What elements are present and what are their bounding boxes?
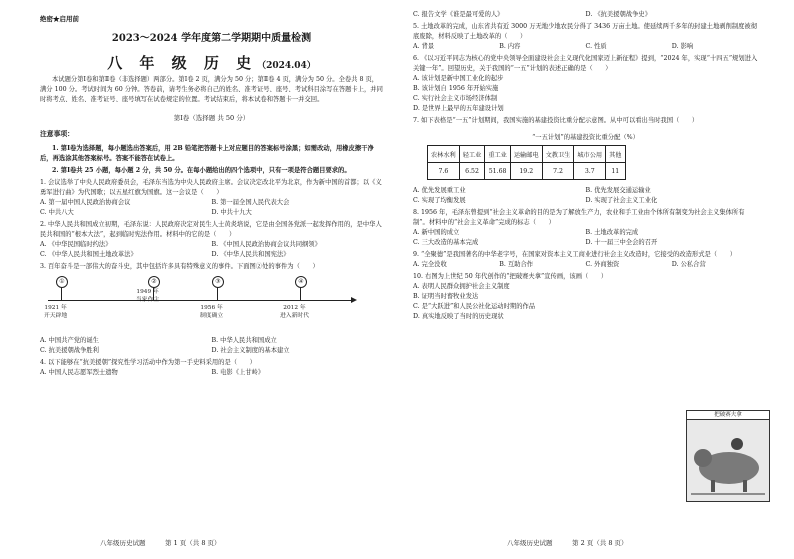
option: D. 是世界上最早的五年建设计划 [413,105,504,112]
question-2-options [40,250,383,260]
option: D. 公私合营 [671,261,706,268]
option: A. 第一届中国人民政治协商会议 [40,199,131,206]
cartoon-leg [743,480,747,492]
table-cell: 6.52 [459,163,485,180]
option: C. 实行社会主义市场经济体制 [413,95,498,102]
subject-title [40,52,383,73]
notes-heading: 注意事项： [40,130,74,138]
cartoon-animal-head [694,449,712,467]
table-cell: 11 [606,163,625,180]
section-heading: 第Ⅰ卷（选择题 共 50 分） [173,114,250,122]
timeline-tick [61,287,62,300]
right-page [397,0,794,559]
investment-table [427,145,626,180]
option: C. 外商独资 [585,261,620,268]
timeline-event: 当家作主 [136,297,160,303]
question-5-options [413,42,758,52]
rule-2: 2. 第Ⅰ卷共 25 小题，每小题 2 分，共 50 分。在每小题给出的四个选项中，只有一项是符合题目要求的。 [52,167,351,174]
option: A. 中国人民志愿军烈士遗物 [40,369,118,376]
timeline-year: 1949 年 [136,289,159,295]
table-cell: 7.6 [428,163,460,180]
timeline-event: 开天辟地 [44,313,68,319]
cartoon-leg [711,480,715,492]
question-3-options [40,346,383,356]
option: A. 完全没收 [413,261,447,268]
question-4-options [40,368,383,378]
option: A. 中国共产党的诞生 [40,337,99,344]
option: B. 内容 [499,43,521,50]
timeline-tick [217,287,218,300]
timeline-mark: ② [148,276,160,288]
table-cell: 7.2 [542,163,574,180]
question-2-options [40,240,383,250]
option: B. 证明当时畜牧业发达 [413,293,479,300]
option: C. 三大改造的基本完成 [413,239,479,246]
question-1-options [40,198,383,208]
option: D. 影响 [671,43,694,50]
table-header-cell: 轻工业 [459,146,485,163]
timeline-year: 2012 年 [283,305,306,311]
option: B. 该计划自 1956 年开始实施 [413,85,499,92]
exam-intro: 本试题分第Ⅰ卷和第Ⅱ卷（非选择题）两部分。第Ⅰ卷 2 页，满分为 50 分；第Ⅱ卷 4 页，满分为 50 分。全卷共 8 页，满分 100 分。考试时间为 60 分钟。答卷前，请考生务必将自己的姓名、准考证号、座号、考试科目涂写在答题卡上，并同时将考点、姓名、准考证号、座号填写在试卷规定的位置。考试结束后，将本试卷和答题卡一并交回。 [40,76,383,103]
option: A. 背景 [413,43,435,50]
question-4-options-cont [413,10,758,20]
question-7-options [413,186,758,196]
option: B. 《中国人民政治协商会议共同纲领》 [211,241,321,248]
table-header-cell: 重工业 [485,146,511,163]
question-6: 6. 《以习近平同志为核心的党中央领导全面建设社会主义现代化国家迈上新征程》提到，“2024 年，实现“十四五”规划进入关键一年”。回望历史，关于我国的“一五”计划的表述正确的是（ ） [413,55,758,72]
question-8-options [413,228,758,238]
table-cell: 3.7 [574,163,606,180]
propaganda-cartoon [686,410,770,502]
option: D. 真实地反映了当时的历史现状 [413,313,504,320]
option: D. 社会主义制度的基本建立 [211,347,290,354]
timeline-figure [40,274,383,334]
cartoon-rider [731,438,743,450]
timeline-event: 进入新时代 [280,313,309,319]
question-2: 2. 中华人民共和国成立初期，毛泽东说：人民政府决定对民生人士黄炎培说，它是由全国各党派一起发挥作用的，是中华人民共和国的“根本大法”，起到临时宪法作用。材料中的它的是（ ） [40,221,382,238]
option: D. 《抗美援朝战争史》 [585,11,651,18]
option: A. 表明人民群众拥护社会主义制度 [413,283,510,290]
option: C. 抗美援朝战争胜利 [40,347,99,354]
timeline-label [136,288,159,304]
question-3: 3. 百年奋斗是一部伟大的奋斗史，其中包括许多具有特殊意义的事件。下面图②处的事件为（ ） [40,263,319,270]
question-8: 8. 1956 年，毛泽东曾提到“社会主义革命的目的是为了解放生产力，农业和手工业由个体所有制变为社会主义集体所有制”。材料中的“社会主义革命”完成的标志（ ） [413,209,745,226]
question-10: 10. 右图为上世纪 50 年代创作的“把破赛夫拿”宣传画，该画（ ） [413,273,608,280]
table-header-row [428,146,626,163]
page-footer: 八年级历史试题 第 2 页（共 8 页） [507,539,628,547]
table-header-cell: 运输邮电 [510,146,542,163]
table-header-cell: 其他 [606,146,625,163]
cartoon-illustration [687,420,769,500]
option: B. 中华人民共和国成立 [211,337,277,344]
option: B. 优先发展交通运输业 [585,187,651,194]
table-header-cell: 文教卫生 [542,146,574,163]
table-header-cell: 城市公用 [574,146,606,163]
subject-name: 八 年 级 历 史 [107,54,258,72]
option: C. 实现了均衡发展 [413,197,466,204]
timeline-mark: ③ [212,276,224,288]
timeline-label [200,304,223,320]
option: A. 新中国的成立 [413,229,460,236]
timeline-year: 1921 年 [44,305,67,311]
timeline-year: 1956 年 [200,305,223,311]
option: D. 十一届三中全会的召开 [585,239,658,246]
table-cell: 51.68 [485,163,511,180]
option: C. 中共八大 [40,209,74,216]
secret-mark: 绝密★启用前 [40,15,79,23]
rule-1: 1. 第Ⅰ卷为选择题，每小题选出答案后，用 2B 铅笔把答题卡上对应题目的答案标号涂黑；如需改动，用橡皮擦干净后，再选涂其他答案标号。答案不能答在试卷上。 [40,145,374,162]
option: C. 性质 [585,43,607,50]
question-5: 5. 土地改革的完成，山东省共有近 3000 万无地少地农民分得了 3436 万亩土地。使延续两千多年的封建土地剥削制度被彻底废除，材料反映了土地改革的（ ） [413,23,758,40]
timeline-label [280,304,309,320]
option: C. 是“大跃进”和人民公社化运动时期的作品 [413,303,536,310]
option: C. 报告文学《谁是最可爱的人》 [413,11,504,18]
timeline-event: 制度确立 [200,313,224,319]
question-7-options [413,196,758,206]
option: B. 土地改革的完成 [585,229,639,236]
question-9-options [413,260,758,270]
page-footer: 八年级历史试题 第 1 页（共 8 页） [100,539,221,547]
question-7: 7. 如下表格是“一五”计划期间，我国实施的基建投资比重分配示意图。从中可以看出当时我国（ ） [413,117,699,124]
table-header-cell: 农林水利 [428,146,460,163]
cartoon-caption: 把破赛夫拿 [687,411,769,420]
option: B. 电影《上甘岭》 [211,369,265,376]
option: B. 第一届全国人民代表大会 [211,199,290,206]
timeline-mark: ④ [295,276,307,288]
question-3-options [40,336,383,346]
timeline-label [44,304,67,320]
table-row [428,163,626,180]
option: A. 该计划是新中国工业化的起步 [413,75,504,82]
question-1: 1. 会议选举了中央人民政府委员会，毛泽东当选为中央人民政府主席。会议决定改北平为北京，作为新中国的首都；以《义勇军进行曲》为代国歌；以五星红旗为国旗。这一会议是（ ） [40,179,382,196]
option: C. 《中华人民共和国土地改革法》 [40,251,137,258]
table-cell: 19.2 [510,163,542,180]
timeline-arrow [351,297,357,303]
timeline-mark: ① [56,276,68,288]
option: A. 《中华民国临时约法》 [40,241,112,248]
subject-date: （2024.04） [257,61,316,71]
option: B. 互助合作 [499,261,534,268]
option: D. 实现了社会主义工业化 [585,197,658,204]
question-9: 9. “全聚德”是我国著名的中华老字号，在国家对资本主义工商业进行社会主义改造时，它接受的改造形式是（ ） [413,251,736,258]
option: A. 优先发展重工业 [413,187,466,194]
option: D. 《中华人民共和国宪法》 [211,251,290,258]
option: D. 中共十九大 [211,209,252,216]
question-1-options [40,208,383,218]
timeline-axis [48,300,353,301]
question-4: 4. 以下能够在“抗美援朝”探究性学习活动中作为第一手史料采用的是（ ） [40,359,256,366]
exam-title: 2023～2024 学年度第二学期期中质量检测 [111,33,312,44]
timeline-tick [300,287,301,300]
question-8-options [413,238,758,248]
table-title: “一五计划”的基建投资比重分配（%） [532,134,639,141]
